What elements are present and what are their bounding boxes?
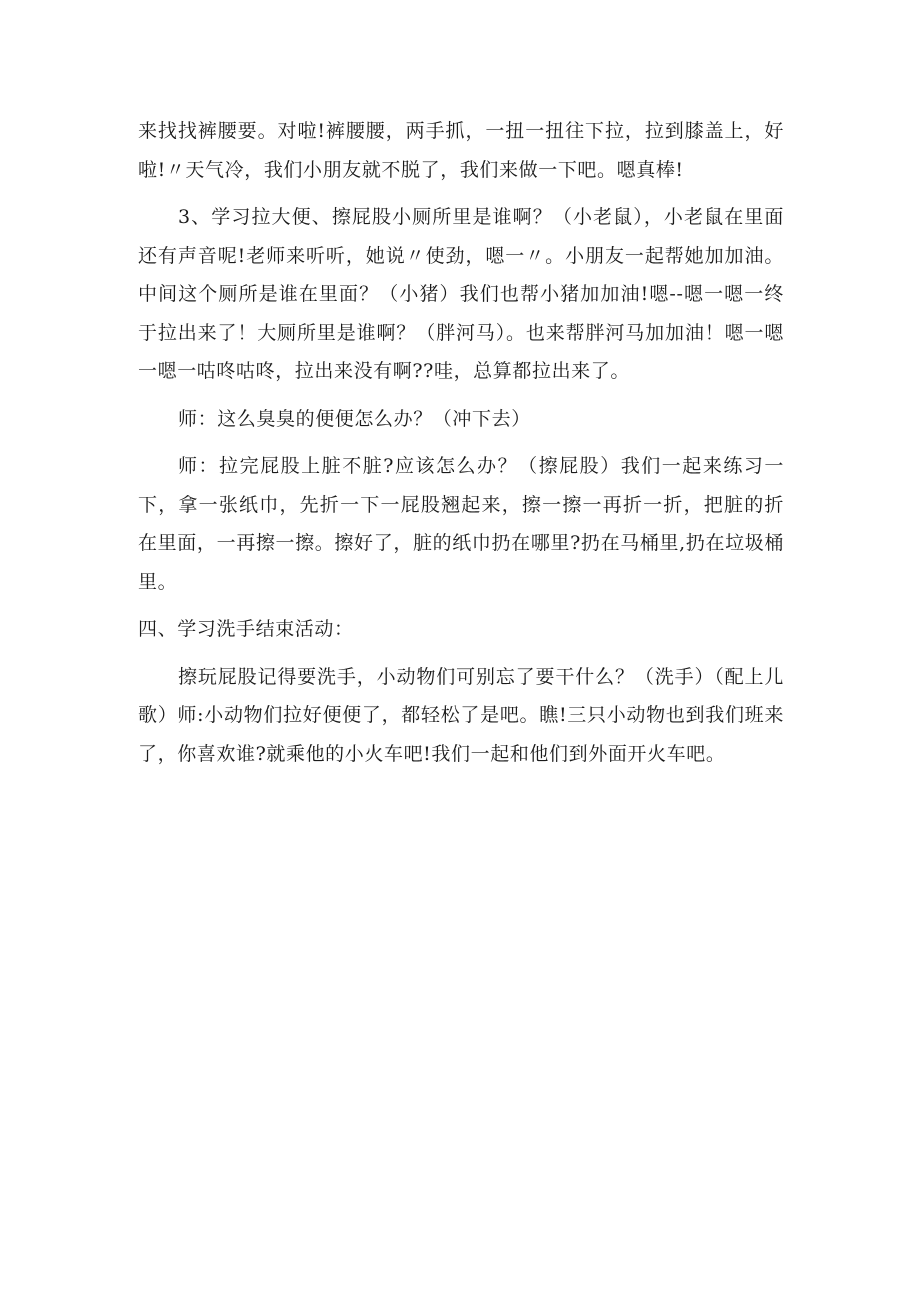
paragraph-section-3-toilet-practice: 3、学习拉大便、擦屁股小厕所里是谁啊？（小老鼠），小老鼠在里面还有声音呢!老师来听听，她说〃使劲，嗯一〃。小朋友一起帮她加加油。中间这个厕所是谁在里面？（小猪）我们也帮小猪加加油!嗯--嗯一嗯一终于拉出来了！大厕所里是谁啊？（胖河马）。也来帮胖河马加加油！嗯一嗯一嗯一咕咚咕咚，拉出来没有啊??哇，总算都拉出来了。 xyxy=(138,206,784,382)
section-heading-4-handwashing: 四、学习洗手结束活动： xyxy=(138,618,354,640)
paragraph-handwashing-ending: 擦玩屁股记得要洗手，小动物们可别忘了要干什么？（洗手）（配上儿歌）师:小动物们拉好便便了，都轻松了是吧。瞧!三只小动物也到我们班来了，你喜欢谁?就乘他的小火车吧!我们一起和他们到外面开火车吧。 xyxy=(138,665,784,765)
paragraph-teacher-wipe-practice: 师：拉完屁股上脏不脏?应该怎么办？（擦屁股）我们一起来练习一下，拿一张纸巾，先折一下一屁股翘起来，擦一擦一再折一折，把脏的折在里面，一再擦一擦。擦好了，脏的纸巾扔在哪里?扔在马桶里,扔在垃圾桶里。 xyxy=(138,455,784,593)
paragraph-teacher-flush-question: 师：这么臭臭的便便怎么办？（冲下去） xyxy=(178,407,531,430)
document-body xyxy=(138,112,784,782)
paragraph-continued-waistband: 来找找裤腰要。对啦!裤腰腰，两手抓，一扭一扭往下拉，拉到膝盖上，好啦!〃天气冷，我们小朋友就不脱了，我们来做一下吧。嗯真棒! xyxy=(138,120,784,181)
